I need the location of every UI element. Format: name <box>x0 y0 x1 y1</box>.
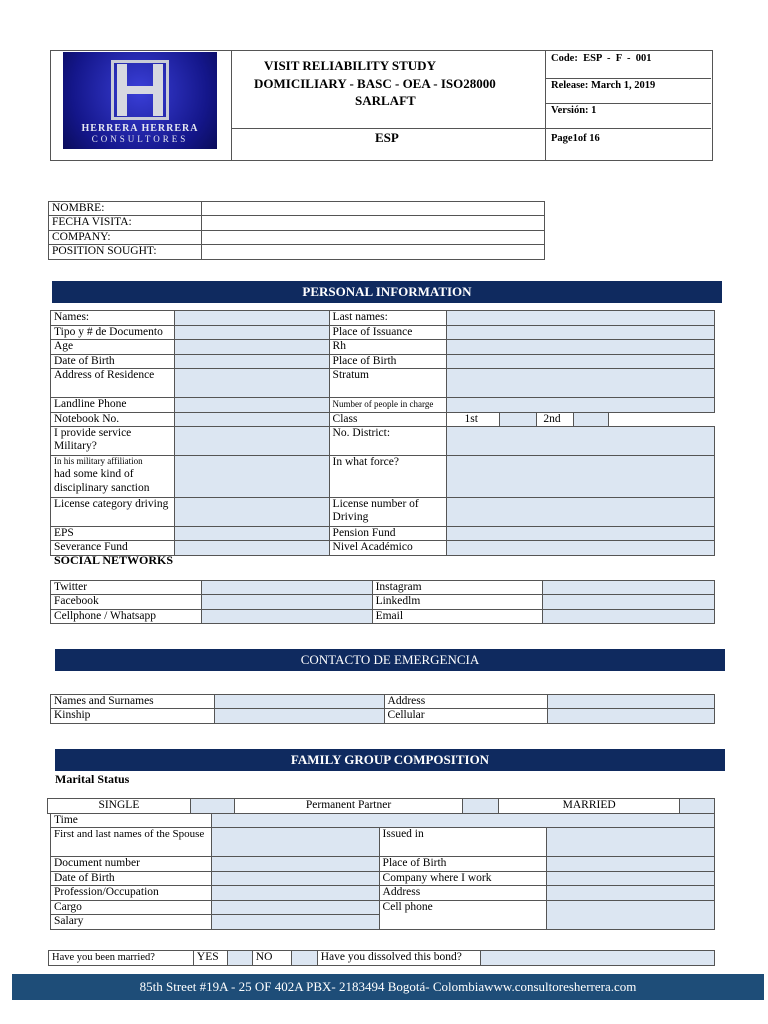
been-married-label: Have you been married? <box>49 951 194 966</box>
emergency-cellular-field[interactable] <box>548 709 715 724</box>
notebook-field[interactable] <box>174 413 329 427</box>
military-field[interactable] <box>174 427 329 456</box>
spouse-dob-field[interactable] <box>211 872 379 886</box>
spouse-place-birth-label: Place of Birth <box>379 857 547 872</box>
landline-field[interactable] <box>174 398 329 413</box>
doc-release: Release: March 1, 2019 <box>551 80 656 91</box>
spouse-name-label: First and last names of the Spouse <box>51 828 212 857</box>
company-field[interactable] <box>202 231 545 245</box>
force-label: In what force? <box>329 456 446 498</box>
doc-code: Code: ESP - F - 001 <box>551 53 652 64</box>
pension-field[interactable] <box>446 527 714 541</box>
visit-date-label: FECHA VISITA: <box>49 216 202 231</box>
affiliation-label-a: In his military affiliation <box>54 456 143 466</box>
spouse-cargo-field[interactable] <box>211 901 379 915</box>
top-fields-table <box>48 201 545 260</box>
facebook-field[interactable] <box>201 595 372 610</box>
spouse-doc-field[interactable] <box>211 857 379 872</box>
marital-status-title: Marital Status <box>55 772 130 786</box>
kinship-field[interactable] <box>214 709 384 724</box>
affiliation-label <box>51 456 175 498</box>
spouse-company-field[interactable] <box>547 872 715 886</box>
partner-label: Permanent Partner <box>234 799 463 814</box>
spouse-profession-field[interactable] <box>211 886 379 901</box>
emergency-names-field[interactable] <box>214 695 384 709</box>
married-checkbox[interactable] <box>680 799 715 814</box>
stratum-field[interactable] <box>446 369 714 398</box>
spouse-address-label: Address <box>379 886 547 901</box>
district-label: No. District: <box>329 427 446 456</box>
dissolved-label: Have you dissolved this bond? <box>317 951 480 966</box>
emergency-banner: CONTACTO DE EMERGENCIA <box>55 649 725 671</box>
instagram-field[interactable] <box>543 581 715 595</box>
no-label: NO <box>252 951 291 966</box>
class-1st-field[interactable] <box>500 413 537 427</box>
no-checkbox[interactable] <box>291 951 317 966</box>
single-label: SINGLE <box>48 799 191 814</box>
company-label: COMPANY: <box>49 231 202 245</box>
license-num-field[interactable] <box>446 498 714 527</box>
position-label: POSITION SOUGHT: <box>49 245 202 260</box>
landline-label: Landline Phone <box>51 398 175 413</box>
address-field[interactable] <box>174 369 329 398</box>
force-field[interactable] <box>446 456 714 498</box>
age-field[interactable] <box>174 340 329 355</box>
spouse-cell-field[interactable] <box>547 901 715 930</box>
affiliation-field[interactable] <box>174 456 329 498</box>
company-logo <box>63 52 217 149</box>
dob-label: Date of Birth <box>51 355 175 369</box>
social-networks-title: SOCIAL NETWORKS <box>54 553 174 567</box>
yes-label: YES <box>193 951 227 966</box>
logo-subtext: CONSULTORES <box>91 134 189 144</box>
affiliation-label-b: had some kind of disciplinary sanction <box>54 468 150 494</box>
twitter-label: Twitter <box>51 581 202 595</box>
license-cat-field[interactable] <box>174 498 329 527</box>
marital-status-table <box>47 798 715 814</box>
names-label: Names: <box>51 311 175 326</box>
time-label: Time <box>51 814 212 828</box>
instagram-label: Instagram <box>372 581 543 595</box>
emergency-cellular-label: Cellular <box>384 709 548 724</box>
emergency-address-label: Address <box>384 695 548 709</box>
place-issuance-field[interactable] <box>446 326 714 340</box>
eps-field[interactable] <box>174 527 329 541</box>
single-checkbox[interactable] <box>190 799 234 814</box>
spouse-cell-label: Cell phone <box>379 901 547 930</box>
issued-field[interactable] <box>547 828 715 857</box>
spouse-table <box>50 813 715 930</box>
doc-title-2: DOMICILIARY - BASC - OEA - ISO28000 <box>254 76 496 91</box>
emergency-address-field[interactable] <box>548 695 715 709</box>
emergency-names-label: Names and Surnames <box>51 695 215 709</box>
class-1st-label: 1st <box>446 413 500 427</box>
married-label: MARRIED <box>499 799 680 814</box>
spouse-doc-label: Document number <box>51 857 212 872</box>
kinship-label: Kinship <box>51 709 215 724</box>
linkedin-field[interactable] <box>543 595 715 610</box>
visit-date-field[interactable] <box>202 216 545 231</box>
address-label: Address of Residence <box>51 369 175 398</box>
spouse-salary-label: Salary <box>51 915 212 930</box>
pension-label: Pension Fund <box>329 527 446 541</box>
time-field[interactable] <box>211 814 714 828</box>
severance-field[interactable] <box>174 541 329 556</box>
doc-title-1: VISIT RELIABILITY STUDY <box>264 58 436 73</box>
yes-checkbox[interactable] <box>227 951 252 966</box>
military-label: I provide service Military? <box>51 427 175 456</box>
people-charge-label: Number of people in charge <box>329 398 446 413</box>
issued-label: Issued in <box>379 828 547 857</box>
name-field[interactable] <box>202 202 545 216</box>
spouse-salary-field[interactable] <box>211 915 379 930</box>
academic-label: Nivel Académico <box>329 541 446 556</box>
spouse-cargo-label: Cargo <box>51 901 212 915</box>
spouse-address-field[interactable] <box>547 886 715 901</box>
doc-version: Versión: 1 <box>551 105 597 116</box>
age-label: Age <box>51 340 175 355</box>
stratum-label: Stratum <box>329 369 446 398</box>
district-field[interactable] <box>446 427 714 456</box>
family-banner: FAMILY GROUP COMPOSITION <box>55 749 725 771</box>
spouse-name-field[interactable] <box>211 828 379 857</box>
spouse-profession-label: Profession/Occupation <box>51 886 212 901</box>
notebook-label: Notebook No. <box>51 413 175 427</box>
logo-text: HERRERA HERRERA <box>81 123 199 134</box>
spouse-company-label: Company where I work <box>379 872 547 886</box>
doc-title-3: SARLAFT <box>355 93 416 108</box>
cellphone-label: Cellphone / Whatsapp <box>51 610 202 624</box>
class-2nd-label: 2nd <box>537 413 574 427</box>
people-charge-field[interactable] <box>446 398 714 413</box>
cellphone-field[interactable] <box>201 610 372 624</box>
academic-field[interactable] <box>446 541 714 556</box>
emergency-table <box>50 694 715 724</box>
personal-info-table <box>50 310 715 556</box>
dob-field[interactable] <box>174 355 329 369</box>
license-num-label: License number of Driving <box>329 498 446 527</box>
doc-subtitle: ESP <box>375 130 399 145</box>
partner-checkbox[interactable] <box>463 799 499 814</box>
names-field[interactable] <box>174 311 329 326</box>
spouse-place-birth-field[interactable] <box>547 857 715 872</box>
footer-address: 85th Street #19A - 25 OF 402A PBX- 2183494 Bogotá- Colombiawww.consultoresherrera.com <box>139 979 637 994</box>
doc-type-label: Tipo y # de Documento <box>51 326 175 340</box>
name-label: NOMBRE: <box>49 202 202 216</box>
license-cat-label: License category driving <box>51 498 175 527</box>
rh-label: Rh <box>329 340 446 355</box>
eps-label: EPS <box>51 527 175 541</box>
social-networks-table <box>50 580 715 624</box>
class-2nd-field[interactable] <box>574 413 609 427</box>
married-question-table <box>48 950 715 966</box>
facebook-label: Facebook <box>51 595 202 610</box>
email-field[interactable] <box>543 610 715 624</box>
doc-page: Page1of 16 <box>551 133 600 144</box>
personal-info-banner: PERSONAL INFORMATION <box>52 281 722 303</box>
spouse-dob-label: Date of Birth <box>51 872 212 886</box>
place-issuance-label: Place of Issuance <box>329 326 446 340</box>
class-label: Class <box>329 413 446 427</box>
last-names-label: Last names: <box>329 311 446 326</box>
place-birth-label: Place of Birth <box>329 355 446 369</box>
position-field[interactable] <box>202 245 545 260</box>
place-birth-field[interactable] <box>446 355 714 369</box>
twitter-field[interactable] <box>201 581 372 595</box>
last-names-field[interactable] <box>446 311 714 326</box>
doc-type-field[interactable] <box>174 326 329 340</box>
email-label: Email <box>372 610 543 624</box>
linkedin-label: Linkedlm <box>372 595 543 610</box>
severance-label: Severance Fund <box>51 541 175 556</box>
class-extra <box>609 413 715 427</box>
dissolved-field[interactable] <box>480 951 714 966</box>
rh-field[interactable] <box>446 340 714 355</box>
